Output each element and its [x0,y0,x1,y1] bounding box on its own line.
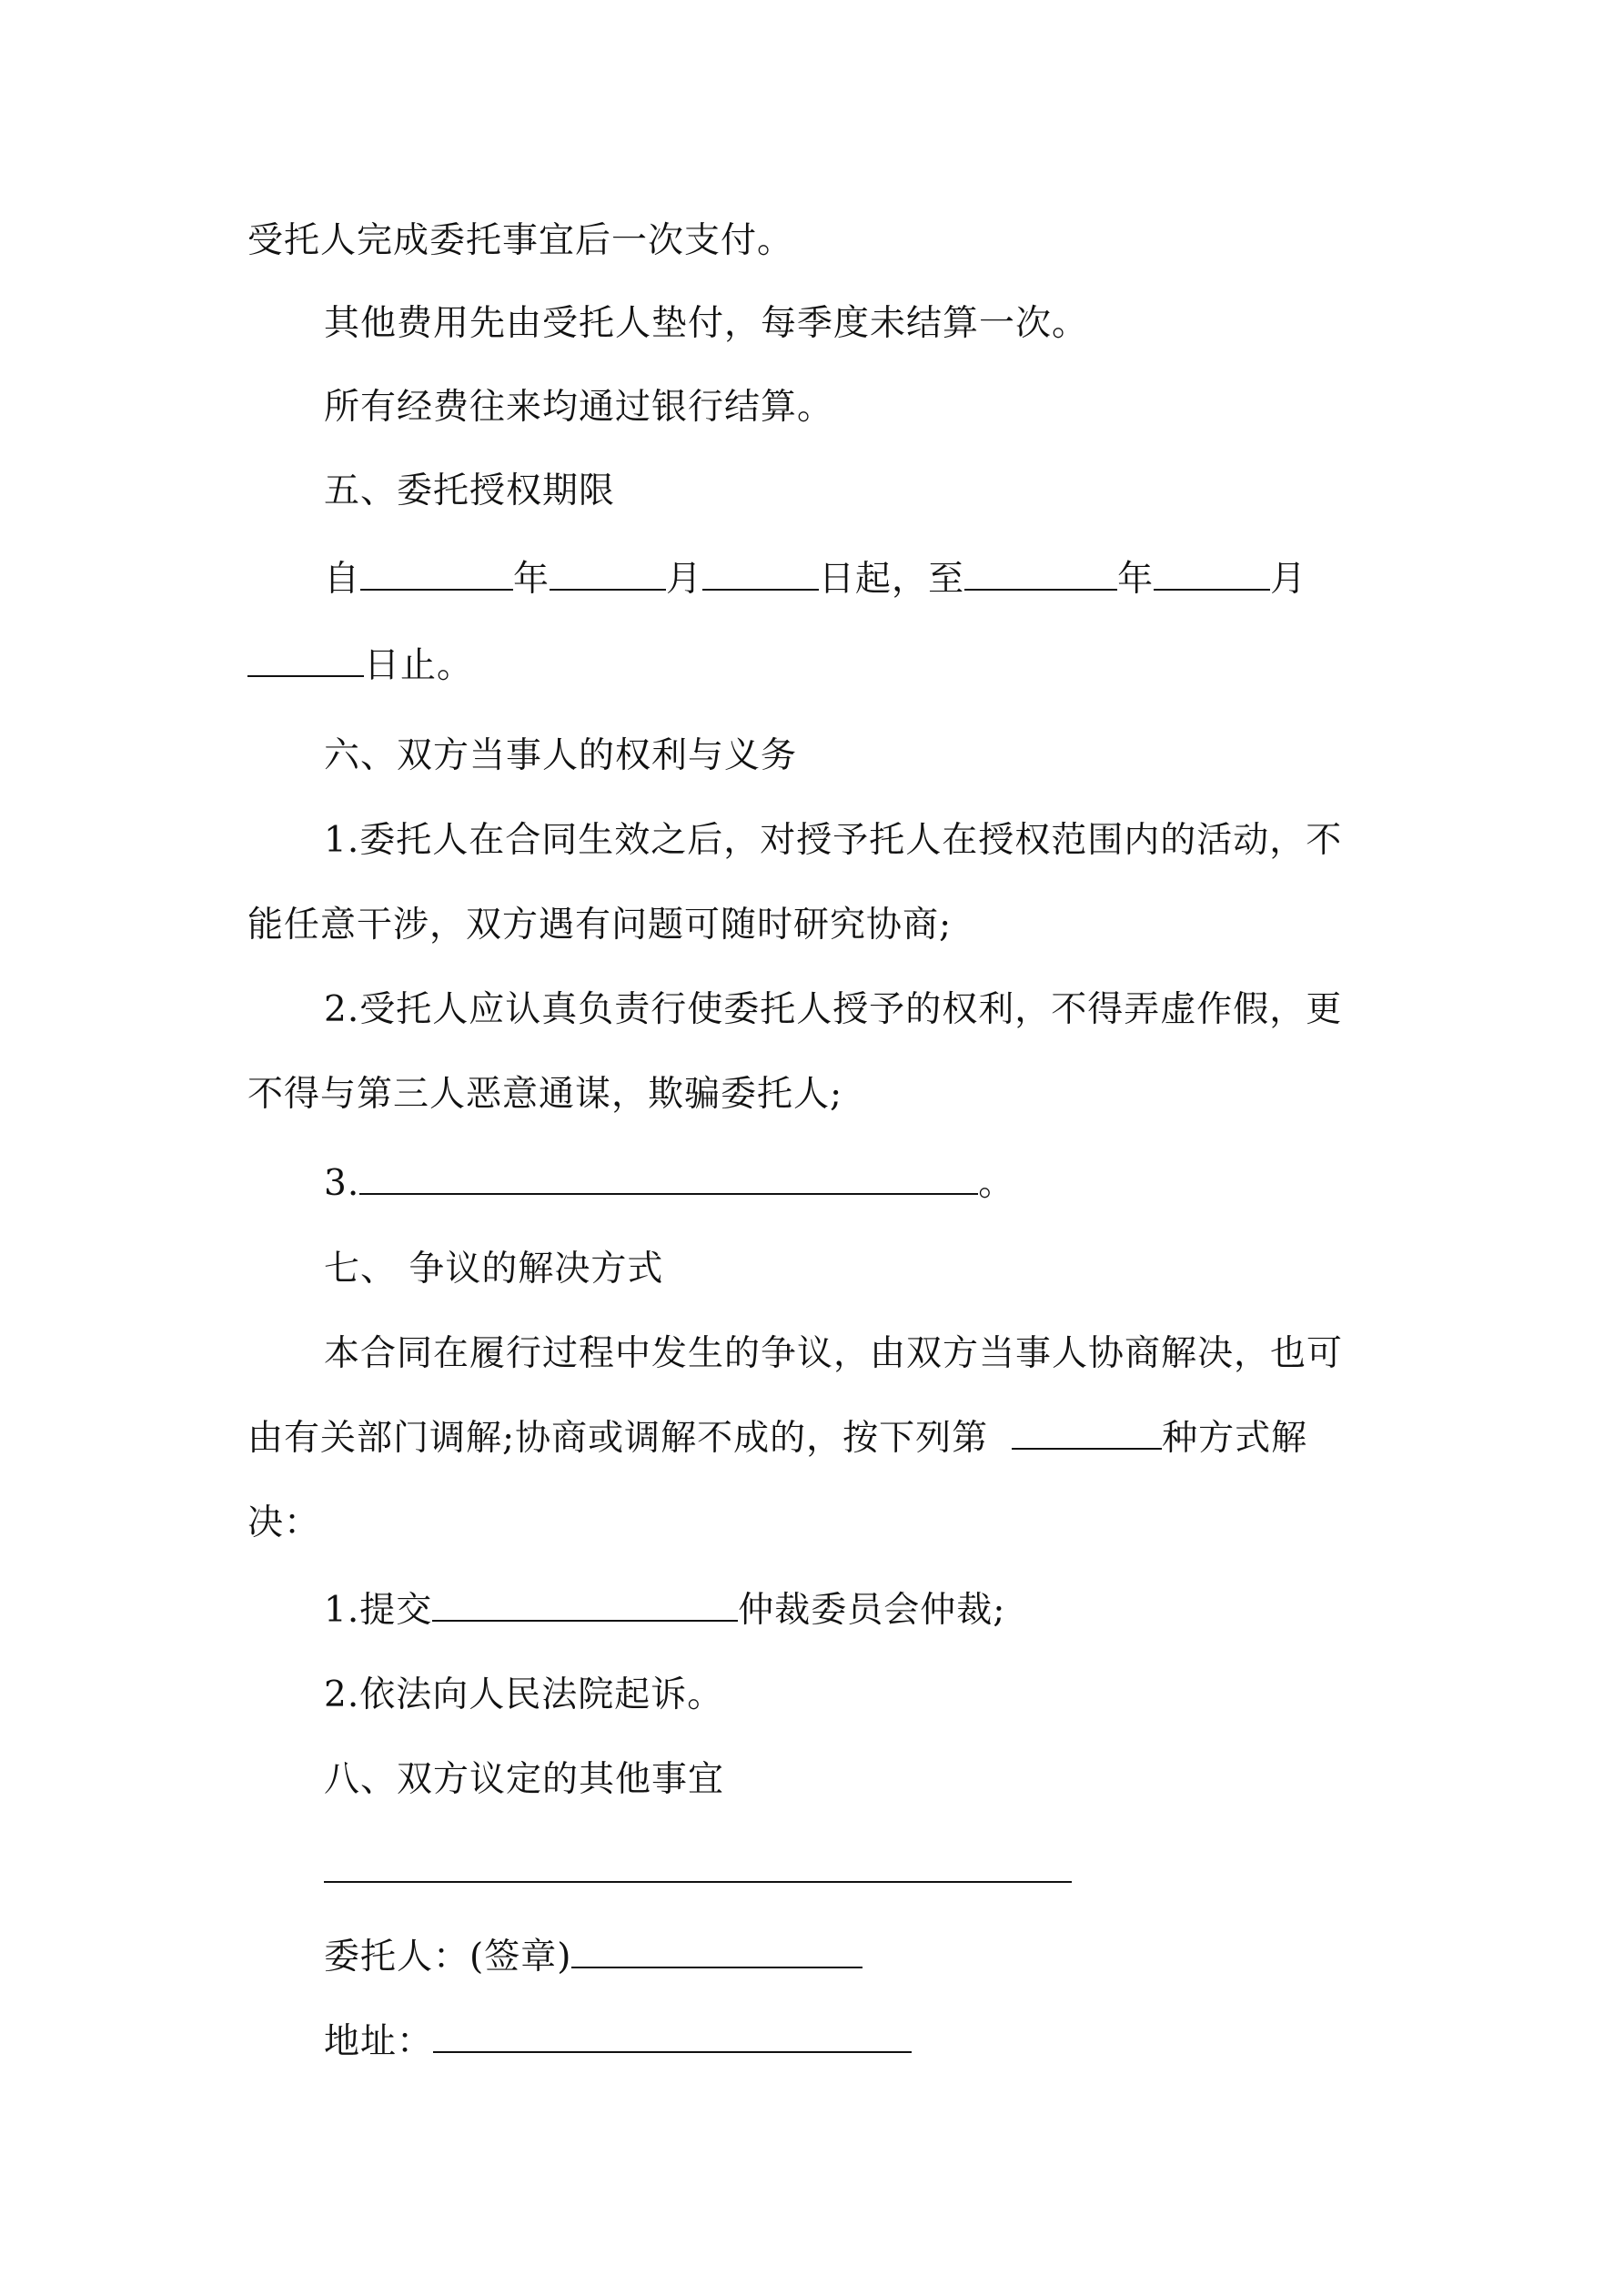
dispute-option-1-end: 仲裁委员会仲裁; [738,1590,1006,1631]
rights-item-2-line-2: 不得与第三人恶意通谋，欺骗委托人; [247,1074,843,1115]
rights-item-3-end: 。 [978,1163,1015,1204]
dispute-option-1 [324,1588,1005,1633]
other-matters-blank[interactable] [324,1850,1072,1883]
dispute-option-2: 2.依法向人民法院起诉。 [324,1674,724,1715]
dispute-option-1-text: 1.提交 [324,1590,433,1631]
authorization-term-line-2 [247,643,473,689]
end-year-blank[interactable] [964,558,1117,591]
dispute-paragraph-line-3: 决： [247,1502,321,1543]
dispute-method-blank[interactable] [1012,1417,1162,1450]
other-matters-line [324,1849,1072,1895]
term-year-label-2: 年 [1117,559,1155,600]
term-day-end-label: 日止。 [364,645,474,686]
start-year-blank[interactable] [360,558,513,591]
rights-item-3-number: 3. [324,1163,360,1204]
address-blank[interactable] [433,2020,912,2053]
paragraph-other-fees: 其他费用先由受托人垫付，每季度未结算一次。 [324,303,1089,344]
rights-item-3-blank[interactable] [359,1162,978,1195]
authorization-term-line [324,557,1306,602]
start-day-blank[interactable] [702,558,819,591]
principal-signature-blank[interactable] [571,1936,862,1968]
rights-item-1-line-1: 1.委托人在合同生效之后，对授予托人在授权范围内的活动，不 [324,820,1343,861]
principal-signature-label: 委托人：(签章) [324,1937,572,1977]
term-from-label: 自 [324,559,361,600]
dispute-line-2-text: 由有关部门调解;协商或调解不成的，按下列第 [247,1418,989,1459]
start-month-blank[interactable] [550,558,666,591]
section-heading-other-matters: 八、双方议定的其他事宜 [324,1759,725,1800]
address-label: 地址： [324,2021,434,2062]
term-day-from-label: 日起， [819,559,929,600]
principal-signature-line [324,1935,862,1980]
paragraph-payment-once: 受托人完成委托事宜后一次支付。 [247,220,794,261]
section-heading-authorization-term: 五、委托授权期限 [324,470,616,511]
arbitration-committee-blank[interactable] [432,1589,738,1622]
term-month-label: 月 [666,559,703,600]
section-heading-rights-obligations: 六、双方当事人的权利与义务 [324,735,798,776]
term-year-label: 年 [513,559,550,600]
end-month-blank[interactable] [1154,558,1270,591]
term-month-label-2: 月 [1270,559,1307,600]
rights-item-2-line-1: 2.受托人应认真负责行使委托人授予的权利，不得弄虚作假，更 [324,989,1343,1030]
rights-item-3-line [324,1161,1014,1207]
section-heading-dispute-resolution: 七、 争议的解决方式 [324,1249,664,1290]
rights-item-1-line-2: 能任意干涉，双方遇有问题可随时研究协商; [247,905,953,946]
paragraph-bank-settlement: 所有经费往来均通过银行结算。 [324,387,834,428]
end-day-blank[interactable] [247,644,364,677]
dispute-line-2-end: 种方式解 [1162,1418,1308,1459]
address-line [324,2019,912,2065]
term-to-label: 至 [928,559,965,600]
dispute-paragraph-line-2 [247,1416,1307,1462]
dispute-paragraph-line-1: 本合同在履行过程中发生的争议，由双方当事人协商解决，也可 [324,1333,1344,1374]
